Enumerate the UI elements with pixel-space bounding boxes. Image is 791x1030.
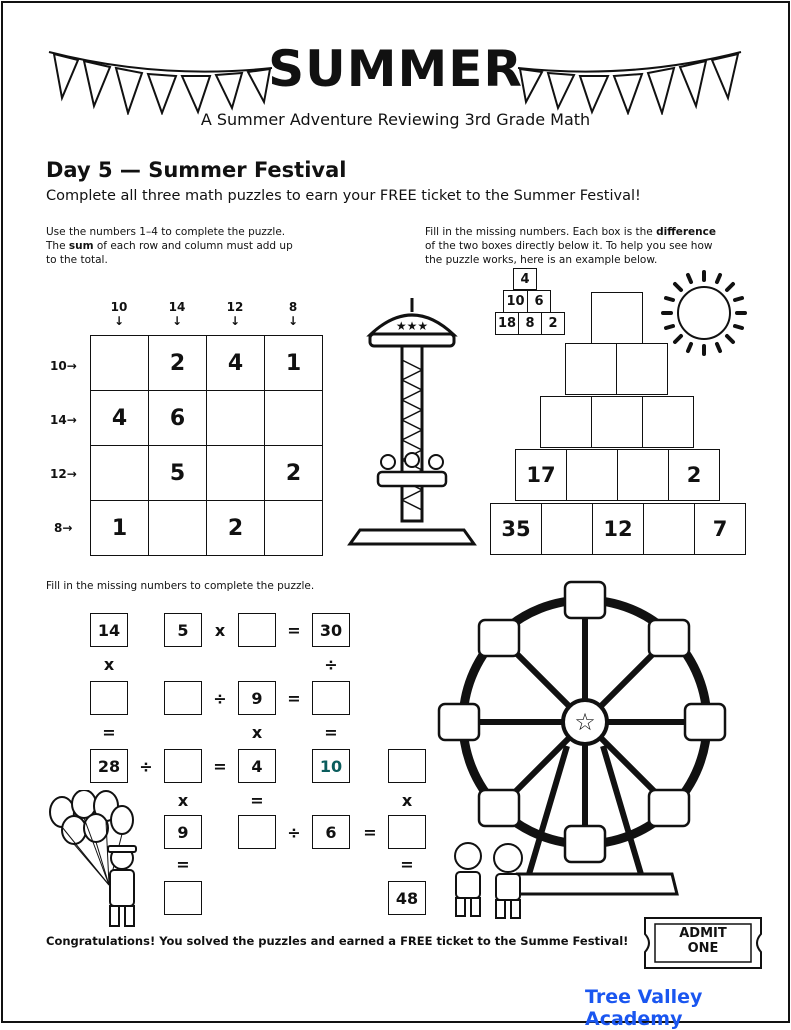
cross-cell[interactable]: 4 (238, 749, 276, 783)
cross-cell[interactable]: 14 (90, 613, 128, 647)
pyramid-cell[interactable] (540, 396, 592, 448)
pyramid-cell[interactable] (566, 449, 618, 501)
row-total-2: 14→ (50, 413, 77, 427)
times-sign: x (103, 654, 115, 674)
grid-cell[interactable] (90, 335, 149, 391)
admit-one-ticket (641, 914, 765, 972)
col-total-4: 8 ↓ (287, 300, 299, 328)
divide-sign: ÷ (324, 654, 338, 674)
grid-cell[interactable]: 1 (264, 335, 323, 391)
puzzle2-instructions (425, 225, 716, 267)
example-mid-cell: 10 (503, 290, 528, 313)
cross-cell[interactable] (90, 681, 128, 715)
pyramid-cell[interactable] (591, 292, 643, 344)
equals-sign: = (400, 854, 414, 874)
grid-cell[interactable] (206, 445, 265, 501)
example-mid-cell: 6 (527, 290, 551, 313)
times-sign: x (177, 790, 189, 810)
equals-sign: = (324, 722, 338, 742)
divide-sign: ÷ (139, 756, 153, 776)
equals-sign: = (363, 822, 377, 842)
page-title: SUMMER (268, 40, 523, 98)
example-bottom-cell: 18 (495, 312, 519, 335)
equals-sign: = (287, 620, 301, 640)
cross-cell[interactable]: 30 (312, 613, 350, 647)
cross-cell[interactable] (164, 749, 202, 783)
cross-cell[interactable] (388, 815, 426, 849)
equals-sign: = (287, 688, 301, 708)
example-bottom-cell: 2 (541, 312, 565, 335)
grid-cell[interactable]: 1 (90, 500, 149, 556)
grid-cell[interactable]: 2 (148, 335, 207, 391)
example-top-cell: 4 (513, 268, 537, 290)
equals-sign: = (250, 790, 264, 810)
cross-cell[interactable] (164, 881, 202, 915)
kids-with-ice-cream-icon (440, 838, 540, 922)
drop-tower-ride-icon (340, 290, 485, 555)
grid-cell[interactable]: 5 (148, 445, 207, 501)
grid-cell[interactable] (264, 500, 323, 556)
lead-instruction: Complete all three math puzzles to earn your FREE ticket to the Summer Festival! (46, 188, 641, 204)
example-bottom-cell: 8 (518, 312, 542, 335)
grid-cell[interactable] (148, 500, 207, 556)
pyramid-cell[interactable]: 7 (694, 503, 746, 555)
grid-cell[interactable]: 2 (206, 500, 265, 556)
divide-sign: ÷ (213, 688, 227, 708)
grid-cell[interactable] (206, 390, 265, 446)
balloon-seller-icon (44, 790, 154, 930)
cross-cell[interactable]: 10 (312, 749, 350, 783)
row-total-1: 10→ (50, 359, 77, 373)
congrats-message: Congratulations! You solved the puzzles and earned a FREE ticket to the Summe Festival! (46, 934, 629, 948)
pyramid-cell[interactable] (643, 503, 695, 555)
pyramid-cell[interactable] (616, 343, 668, 395)
pyramid-cell[interactable] (565, 343, 617, 395)
cross-cell[interactable]: 9 (164, 815, 202, 849)
grid-cell[interactable]: 4 (206, 335, 265, 391)
sun-icon (658, 268, 750, 358)
pyramid-cell[interactable]: 35 (490, 503, 542, 555)
grid-cell[interactable]: 6 (148, 390, 207, 446)
pyramid-cell[interactable] (541, 503, 593, 555)
equals-sign: = (213, 756, 227, 776)
puzzle1-instructions (46, 225, 293, 267)
page-subtitle: A Summer Adventure Reviewing 3rd Grade Math (200, 110, 591, 129)
cross-cell[interactable]: 48 (388, 881, 426, 915)
row-total-4: 8→ (54, 521, 73, 535)
svg-text:★★★: ★★★ (395, 319, 429, 333)
cross-cell[interactable]: 9 (238, 681, 276, 715)
svg-text:☆: ☆ (574, 708, 596, 736)
cross-cell[interactable] (238, 815, 276, 849)
grid-cell[interactable]: 4 (90, 390, 149, 446)
puzzle3-instructions: Fill in the missing numbers to complete the puzzle. (46, 580, 315, 592)
cross-cell[interactable]: 6 (312, 815, 350, 849)
equals-sign: = (102, 722, 116, 742)
times-sign: x (401, 790, 413, 810)
col-total-3: 12 ↓ (226, 300, 244, 328)
row-total-3: 12→ (50, 467, 77, 481)
pyramid-cell[interactable]: 17 (515, 449, 567, 501)
cross-cell[interactable]: 5 (164, 613, 202, 647)
pyramid-cell[interactable] (591, 396, 643, 448)
cross-cell[interactable] (164, 681, 202, 715)
grid-cell[interactable]: 2 (264, 445, 323, 501)
grid-cell[interactable] (264, 390, 323, 446)
grid-cell[interactable] (90, 445, 149, 501)
pyramid-cell[interactable] (642, 396, 694, 448)
pyramid-cell[interactable]: 2 (668, 449, 720, 501)
cross-cell[interactable] (238, 613, 276, 647)
cross-cell[interactable] (388, 749, 426, 783)
divide-sign: ÷ (287, 822, 301, 842)
puzzle1-instr-line1: Use the numbers 1–4 to complete the puzzle. (46, 226, 286, 238)
pyramid-cell[interactable] (617, 449, 669, 501)
cross-cell[interactable]: 28 (90, 749, 128, 783)
times-sign: x (214, 620, 226, 640)
col-total-1: 10 ↓ (110, 300, 128, 328)
times-sign: x (251, 722, 263, 742)
equals-sign: = (176, 854, 190, 874)
col-total-2: 14 ↓ (168, 300, 186, 328)
puzzle1-instr-line2: The sum of each row and column must add up (46, 240, 293, 252)
day-heading: Day 5 — Summer Festival (46, 158, 347, 182)
puzzle2-instr-line3: the puzzle works, here is an example below. (425, 254, 658, 266)
pyramid-cell[interactable]: 12 (592, 503, 644, 555)
brand-name: Tree Valley Academy (585, 986, 703, 1030)
puzzle2-instr-line2: of the two boxes directly below it. To help you see how (425, 240, 713, 252)
puzzle1-instr-line3: to the total. (46, 254, 108, 266)
ticket-text: ADMIT ONE (679, 926, 727, 956)
cross-cell[interactable] (312, 681, 350, 715)
puzzle2-instr-line1: Fill in the missing numbers. Each box is the difference (425, 226, 716, 238)
